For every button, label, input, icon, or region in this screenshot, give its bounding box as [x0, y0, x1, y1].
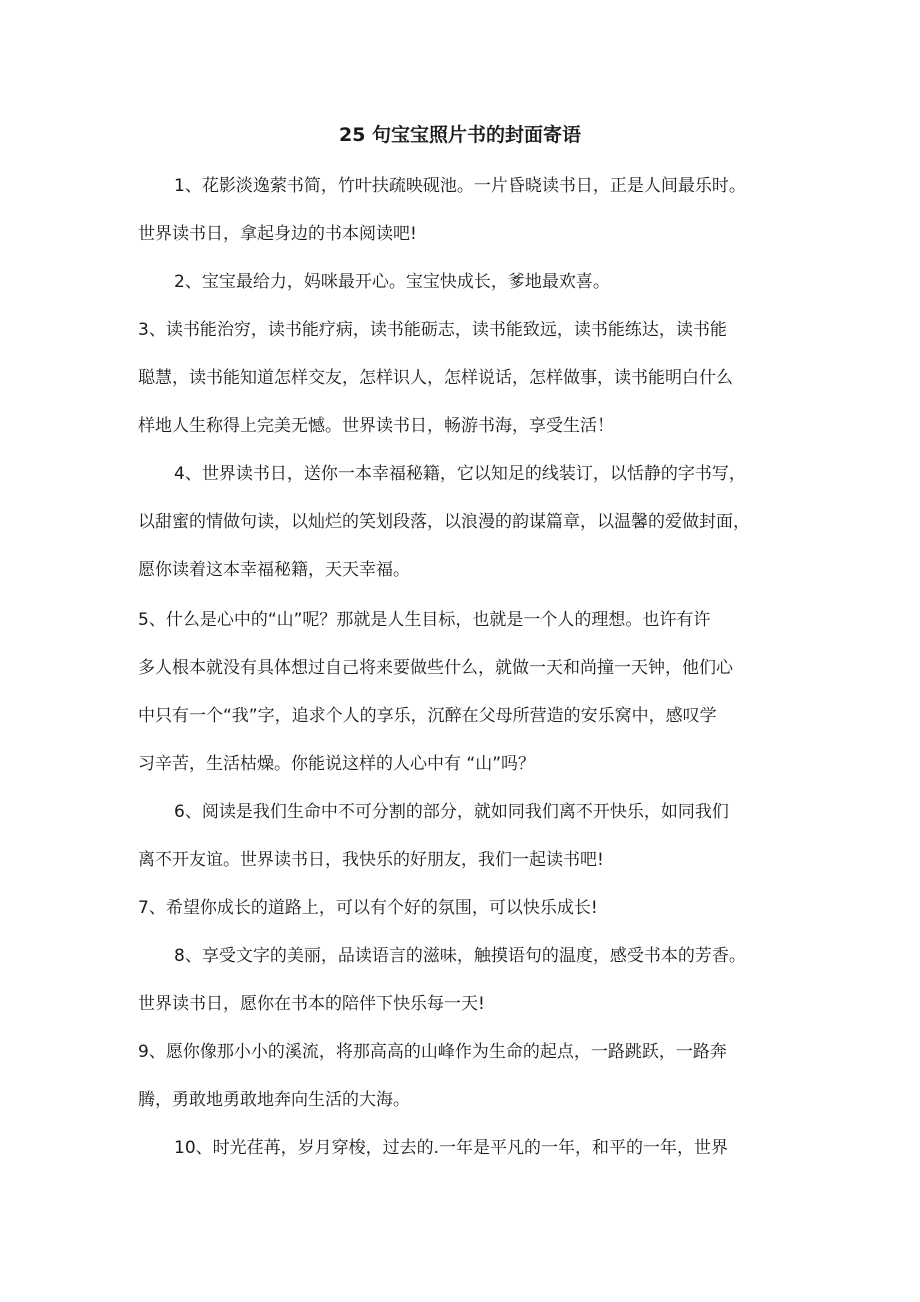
paragraph-line: 6、阅读是我们生命中不可分割的部分，就如同我们离不开快乐，如同我们	[174, 802, 729, 822]
paragraph-6	[138, 788, 798, 884]
paragraph-line: 中只有一个“我”字，追求个人的享乐，沉醉在父母所营造的安乐窝中，感叹学	[138, 706, 717, 726]
paragraph-line: 7、希望你成长的道路上，可以有个好的氛围，可以快乐成长!	[138, 898, 598, 918]
paragraph-line: 10、时光荏苒，岁月穿梭，过去的.一年是平凡的一年，和平的一年，世界	[174, 1138, 729, 1158]
paragraph-line: 世界读书日，愿你在书本的陪伴下快乐每一天!	[138, 994, 485, 1014]
paragraph-3	[138, 306, 798, 450]
paragraph-5	[138, 596, 798, 788]
paragraph-line: 习辛苦，生活枯燥。你能说这样的人心中有 “山”吗？	[138, 754, 536, 774]
paragraph-line: 3、读书能治穷，读书能疗病，读书能砺志，读书能致远，读书能练达，读书能	[138, 320, 727, 340]
paragraph-9	[138, 1028, 798, 1124]
paragraph-line: 愿你读着这本幸福秘籍，天天幸福。	[138, 560, 410, 580]
paragraph-line: 世界读书日，拿起身边的书本阅读吧!	[138, 224, 417, 244]
paragraph-line: 5、什么是心中的“山”呢？那就是人生目标，也就是一个人的理想。也许有许	[138, 610, 711, 630]
paragraph-line: 样地人生称得上完美无憾。世界读书日，畅游书海，享受生活！	[138, 416, 614, 436]
paragraph-line: 多人根本就没有具体想过自己将来要做些什么，就做一天和尚撞一天钟，他们心	[138, 658, 733, 678]
paragraph-line: 1、花影淡逸萦书简，竹叶扶疏映砚池。一片昏晓读书日，正是人间最乐时。	[174, 176, 746, 196]
paragraph-1	[138, 162, 798, 258]
paragraph-line: 腾，勇敢地勇敢地奔向生活的大海。	[138, 1090, 410, 1110]
paragraph-8	[138, 932, 798, 1028]
paragraph-line: 9、愿你像那小小的溪流，将那高高的山峰作为生命的起点，一路跳跃，一路奔	[138, 1042, 727, 1062]
paragraph-4	[138, 450, 798, 594]
paragraph-line: 离不开友谊。世界读书日，我快乐的好朋友，我们一起读书吧!	[138, 850, 604, 870]
paragraph-7	[138, 884, 798, 932]
paragraph-10	[138, 1124, 798, 1172]
paragraph-line: 2、宝宝最给力，妈咪最开心。宝宝快成长，爹地最欢喜。	[174, 272, 610, 292]
paragraph-line: 聪慧，读书能知道怎样交友，怎样识人，怎样说话，怎样做事，读书能明白什么	[138, 368, 733, 388]
paragraph-line: 4、世界读书日，送你一本幸福秘籍，它以知足的线装订，以恬静的字书写，	[174, 464, 746, 484]
paragraph-line: 8、享受文字的美丽，品读语言的滋味，触摸语句的温度，感受书本的芳香。	[174, 946, 746, 966]
paragraph-2	[138, 258, 798, 306]
paragraph-line: 以甜蜜的情做句读，以灿烂的笑划段落，以浪漫的韵谋篇章，以温馨的爱做封面，	[138, 512, 750, 532]
document-title: 25 句宝宝照片书的封面寄语	[338, 124, 582, 146]
